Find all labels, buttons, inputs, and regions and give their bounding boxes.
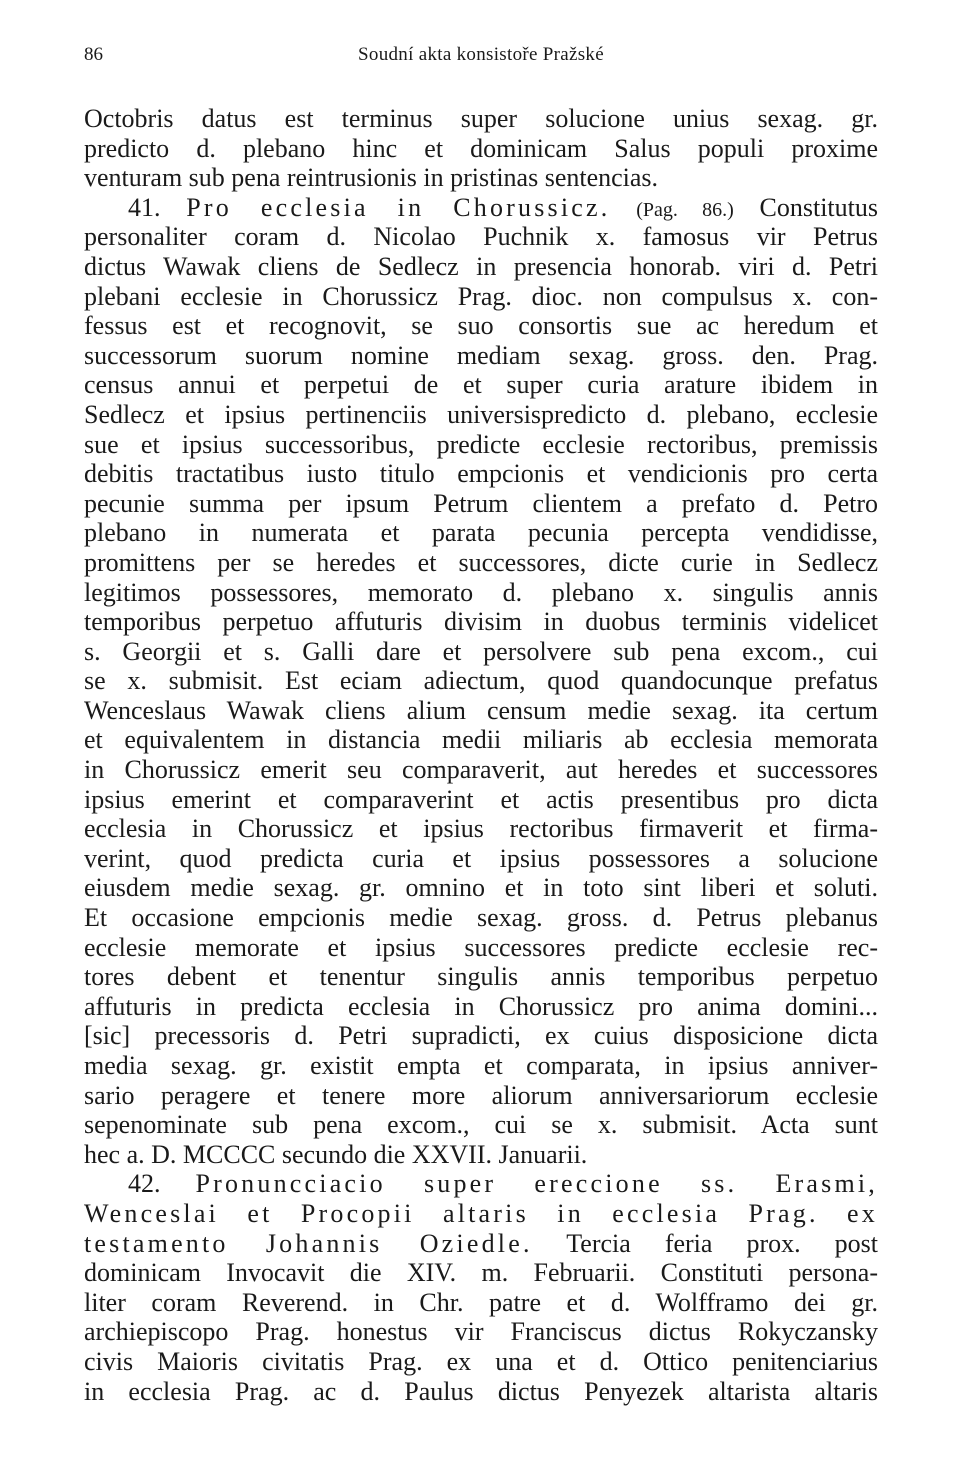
- text-line: affuturis in predicta ecclesia in Chorussicz pro anima domini...: [84, 991, 878, 1021]
- text-line: plebano in numerata et parata pecunia percepta vendidisse,: [84, 518, 878, 548]
- text-line: eiusdem medie sexag. gr. omnino et in toto sint liberi et soluti.: [84, 873, 878, 903]
- text-line: temporibus perpetuo affuturis divisim in duobus terminis videlicet: [84, 607, 878, 637]
- text-line: pecunie summa per ipsum Petrum clientem a prefato d. Petro: [84, 488, 878, 518]
- spaced-heading: testamento Johannis Oziedle.: [84, 1228, 533, 1258]
- text-line: Octobris datus est terminus super solucione unius sexag. gr.: [84, 104, 878, 133]
- text-line: sario peragere et tenere more aliorum anniversariorum ecclesie: [84, 1080, 878, 1110]
- text-line: [84, 1229, 878, 1259]
- text-line: ecclesia in Chorussicz et ipsius rectoribus firmaverit et firma-: [84, 814, 878, 844]
- text-line: personaliter coram d. Nicolao Puchnik x. famosus vir Petrus: [84, 222, 878, 252]
- text-line: liter coram Reverend. in Chr. patre et d. Wolfframo dei gr.: [84, 1287, 878, 1317]
- text-span: 42.: [128, 1169, 196, 1199]
- text-line: se x. submisit. Est eciam adiectum, quod quandocunque prefatus: [84, 666, 878, 696]
- text-line: media sexag. gr. existit empta et comparata, in ipsius anniver-: [84, 1051, 878, 1080]
- text-line: et equivalentem in distancia medii miliaris ab ecclesia memorata: [84, 725, 878, 755]
- text-line: tores debent et tenentur singulis annis temporibus perpetuo: [84, 962, 878, 992]
- running-title: Soudní akta konsistoře Pražské: [358, 44, 604, 65]
- text-line: dictus Wawak cliens de Sedlecz in presencia honorab. viri d. Petri: [84, 251, 878, 281]
- text-line: verint, quod predicta curia et ipsius possessores a solucione: [84, 843, 878, 873]
- text-line: [sic] precessoris d. Petri supradicti, ex cuius disposicione dicta: [84, 1021, 878, 1051]
- text-line: dominicam Invocavit die XIV. m. Februarii. Constituti persona-: [84, 1258, 878, 1288]
- page-header: [84, 44, 878, 74]
- text-line: plebani ecclesie in Chorussicz Prag. dioc. non compulsus x. con-: [84, 281, 878, 311]
- text-line: civis Maioris civitatis Prag. ex una et d. Ottico penitenciarius: [84, 1346, 878, 1376]
- page-number: 86: [84, 44, 103, 65]
- text-line: sue et ipsius successoribus, predicte ecclesie rectoribus, premissis: [84, 429, 878, 459]
- text-line: s. Georgii et s. Galli dare et persolvere sub pena excom., cui: [84, 636, 878, 666]
- text-line: Wenceslaus Wawak cliens alium censum medie sexag. ita certum: [84, 695, 878, 725]
- text-line: Et occasione empcionis medie sexag. gross. d. Petrus plebanus: [84, 903, 878, 933]
- text-line: promittens per se heredes et successores, dicte curie in Sedlecz: [84, 547, 878, 577]
- body-text: [84, 104, 878, 1406]
- text-line: [84, 1169, 878, 1199]
- text-line: census annui et perpetui de et super curia arature ibidem in: [84, 370, 878, 400]
- text-line: legitimos possessores, memorato d. plebano x. singulis annis: [84, 577, 878, 607]
- text-line: in ecclesia Prag. ac d. Paulus dictus Penyezek altarista altaris: [84, 1376, 878, 1406]
- text-line: in Chorussicz emerit seu comparaverit, aut heredes et successores: [84, 755, 878, 785]
- text-line: archiepiscopo Prag. honestus vir Franciscus dictus Rokyczansky: [84, 1317, 878, 1347]
- text-line: successorum suorum nomine mediam sexag. gross. den. Prag.: [84, 340, 878, 370]
- text-line: ecclesie memorate et ipsius successores predicte ecclesie rec-: [84, 932, 878, 962]
- text-line: [84, 193, 878, 223]
- text-line: ipsius emerint et comparaverint et actis presentibus pro dicta: [84, 784, 878, 814]
- text-line: fessus est et recognovit, se suo consortis sue ac heredum et: [84, 311, 878, 341]
- text-line: sepenominate sub pena excom., cui se x. submisit. Acta sunt: [84, 1110, 878, 1140]
- text-span: 41.: [128, 192, 187, 222]
- text-line: hec a. D. MCCCC secundo die XXVII. Januarii.: [84, 1139, 588, 1169]
- text-line: Sedlecz et ipsius pertinenciis universispredicto d. plebano, ecclesie: [84, 399, 878, 429]
- text-span: Tercia feria prox. post: [532, 1228, 878, 1258]
- spaced-heading: Pro ecclesia in Chorussicz.: [186, 192, 611, 222]
- spaced-heading: Wenceslai et Procopii altaris in ecclesia Prag. ex: [84, 1198, 878, 1228]
- text-line: debitis tractatibus iusto titulo empcionis et vendicionis pro certa: [84, 459, 878, 489]
- text-line: [84, 1199, 878, 1229]
- page-reference: (Pag. 86.): [636, 198, 734, 221]
- spaced-heading: Pronuncciacio super ereccione ss. Erasmi,: [195, 1169, 878, 1199]
- text-line: venturam sub pena reintrusionis in pristinas sentencias.: [84, 163, 659, 193]
- text-span: Constitutus: [733, 192, 878, 222]
- text-line: predicto d. plebano hinc et dominicam Salus populi proxime: [84, 133, 878, 163]
- text-span: [610, 193, 636, 222]
